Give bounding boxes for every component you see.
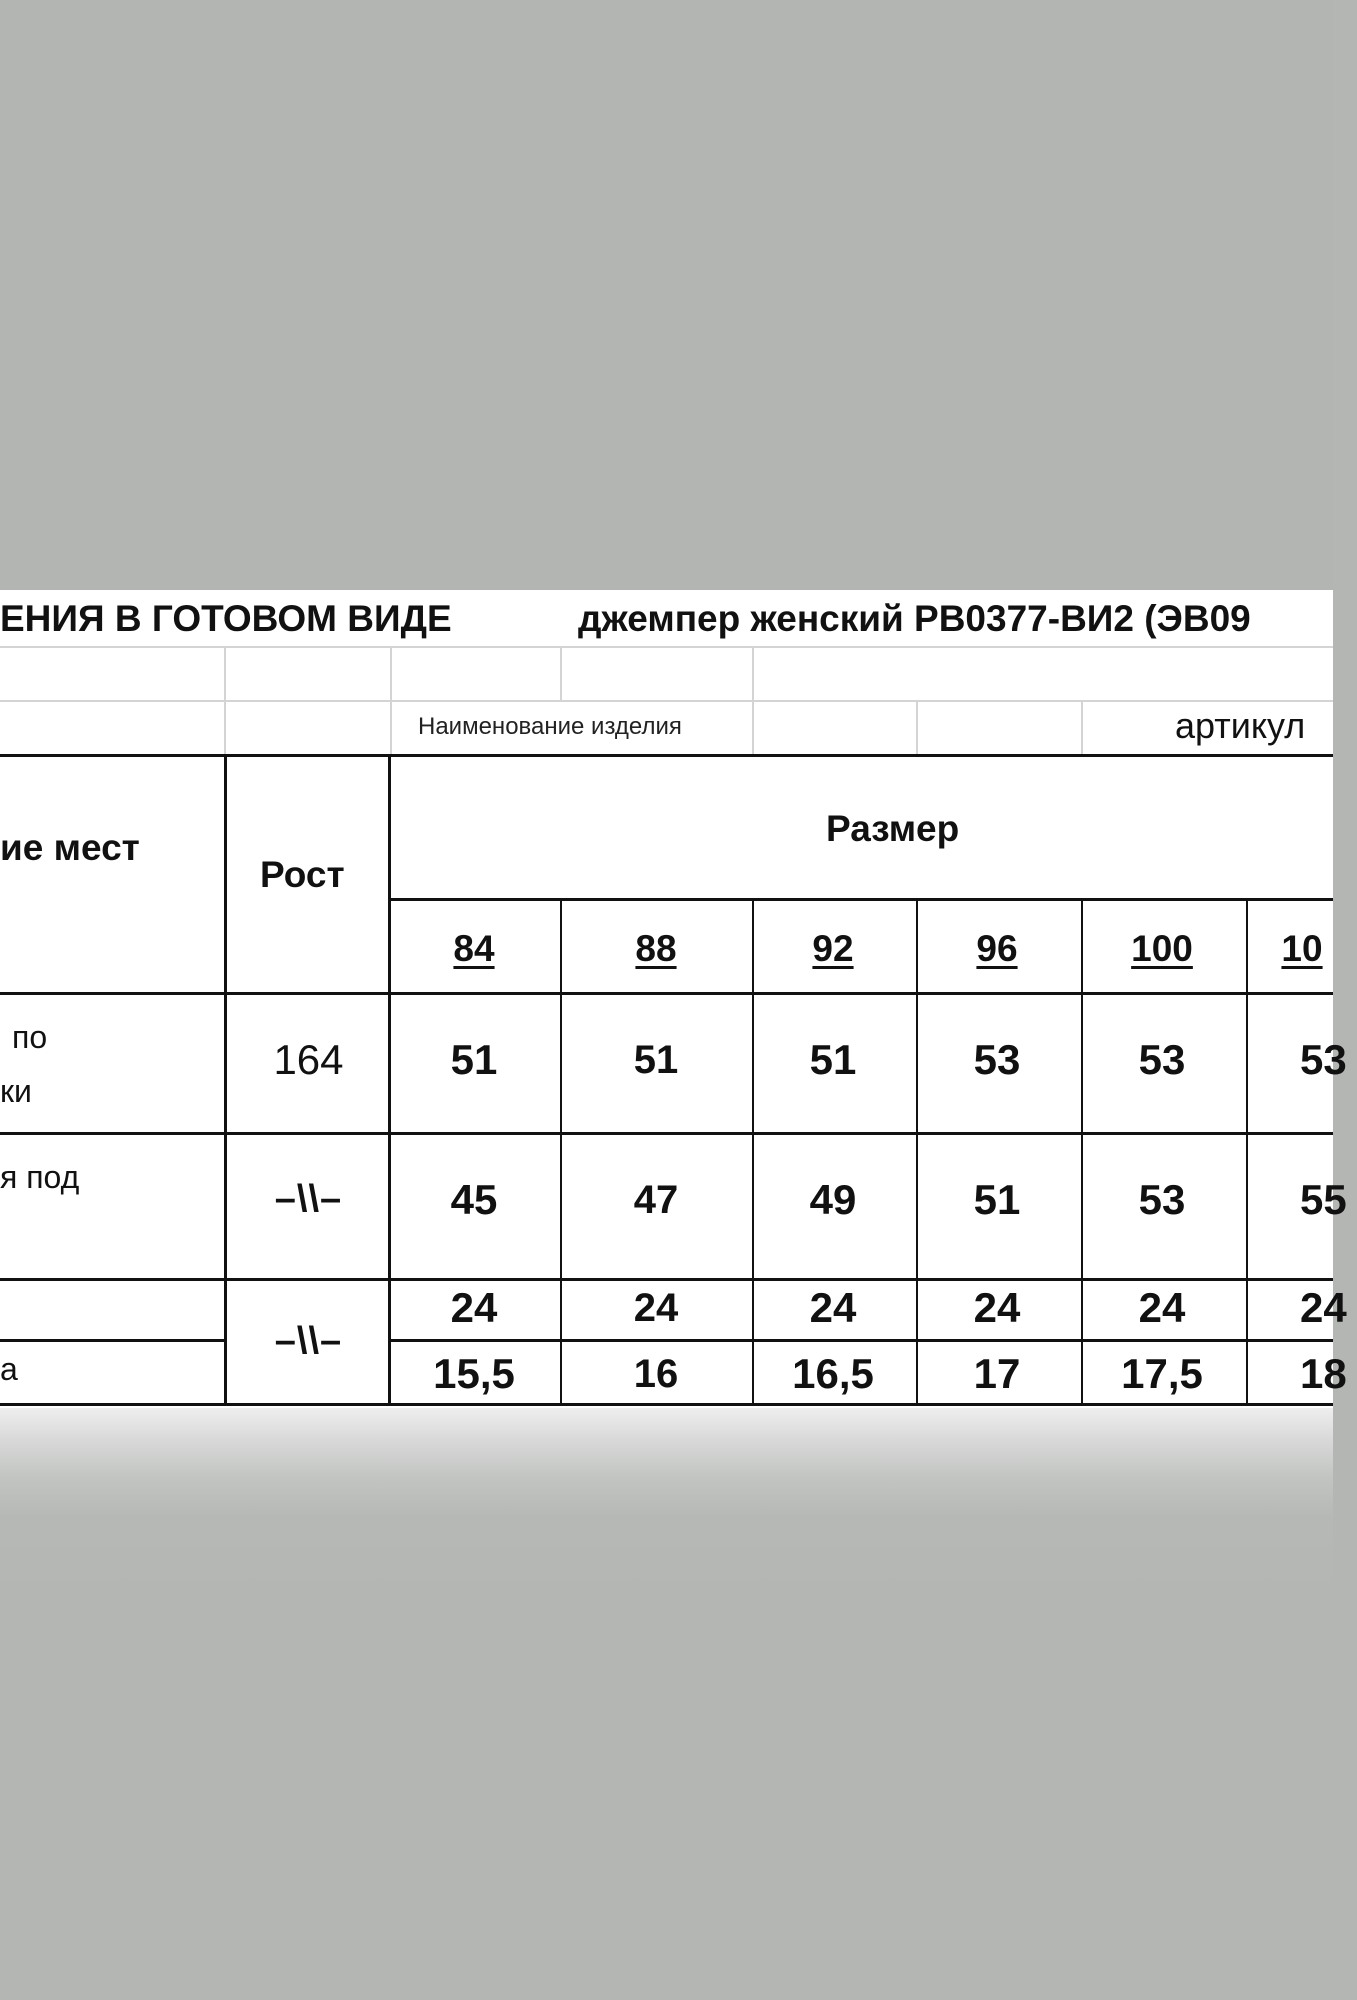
- table-cell: 24: [1138, 1284, 1186, 1331]
- grid-line: [560, 646, 562, 700]
- row-label: а: [0, 1351, 18, 1387]
- table-border-bottom: [0, 1403, 1333, 1406]
- chart-title-left: ЕНИЯ В ГОТОВОМ ВИДЕ: [0, 598, 452, 639]
- table-cell: 16: [633, 1352, 679, 1396]
- row-label: по: [12, 1019, 48, 1055]
- table-cell: 15,5: [433, 1350, 515, 1397]
- table-cell: 51: [633, 1038, 679, 1082]
- table-border: [560, 898, 562, 1406]
- size-100: 100: [1131, 928, 1193, 969]
- table-border: [1246, 898, 1248, 1406]
- grid-line: [1081, 700, 1083, 754]
- table-cell: 24: [809, 1284, 857, 1331]
- table-cell: 17,5: [1121, 1350, 1203, 1397]
- background-top: [0, 0, 1333, 590]
- table-cell: 51: [973, 1176, 1021, 1223]
- table-cell: 24: [450, 1284, 498, 1331]
- height-value: 164: [273, 1036, 344, 1083]
- table-cell: 24: [973, 1284, 1021, 1331]
- table-cell: 24: [1300, 1284, 1347, 1331]
- size-104: 10: [1281, 928, 1323, 969]
- grid-line: [752, 646, 754, 754]
- table-cell: 16,5: [792, 1350, 874, 1397]
- size-84: 84: [453, 928, 495, 969]
- table-border: [0, 1339, 224, 1342]
- size-header: Размер: [826, 808, 960, 849]
- table-cell: 18: [1300, 1350, 1347, 1397]
- row-label: ки: [0, 1073, 32, 1109]
- grid-line: [0, 646, 1333, 648]
- background-bottom: [0, 1408, 1333, 2000]
- table-border: [0, 992, 1333, 995]
- size-92: 92: [812, 928, 854, 969]
- place-header: ие мест: [0, 827, 140, 868]
- table-cell: 45: [450, 1176, 498, 1223]
- table-border: [0, 1278, 1333, 1281]
- height-ditto: –\\–: [274, 1320, 343, 1362]
- grid-line: [916, 700, 918, 754]
- grid-line: [0, 700, 1333, 702]
- table-cell: 53: [973, 1036, 1021, 1083]
- table-cell: 55: [1300, 1176, 1347, 1223]
- article-label: артикул: [1175, 705, 1306, 746]
- chart-title-right: джемпер женский РВ0377-ВИ2 (ЭВ09: [578, 598, 1251, 639]
- table-cell: 17: [973, 1350, 1021, 1397]
- product-name-label: Наименование изделия: [418, 713, 682, 740]
- height-ditto: –\\–: [274, 1178, 343, 1220]
- size-96: 96: [976, 928, 1018, 969]
- table-border: [390, 898, 1333, 901]
- height-header: Рост: [260, 854, 345, 895]
- table-cell: 24: [633, 1286, 679, 1330]
- table-cell: 53: [1300, 1036, 1347, 1083]
- grid-line: [224, 646, 226, 754]
- table-cell: 47: [633, 1178, 679, 1222]
- row-label: я под: [0, 1159, 80, 1195]
- size-88: 88: [635, 928, 677, 969]
- table-cell: 49: [809, 1176, 857, 1223]
- grid-line: [390, 646, 392, 754]
- table-border: [390, 1339, 1333, 1342]
- table-border-top: [0, 754, 1333, 757]
- table-cell: 51: [450, 1036, 498, 1083]
- table-cell: 51: [809, 1036, 857, 1083]
- table-border: [0, 1132, 1333, 1135]
- table-cell: 53: [1138, 1176, 1186, 1223]
- table-cell: 53: [1138, 1036, 1186, 1083]
- size-chart-sheet: [0, 590, 1347, 1408]
